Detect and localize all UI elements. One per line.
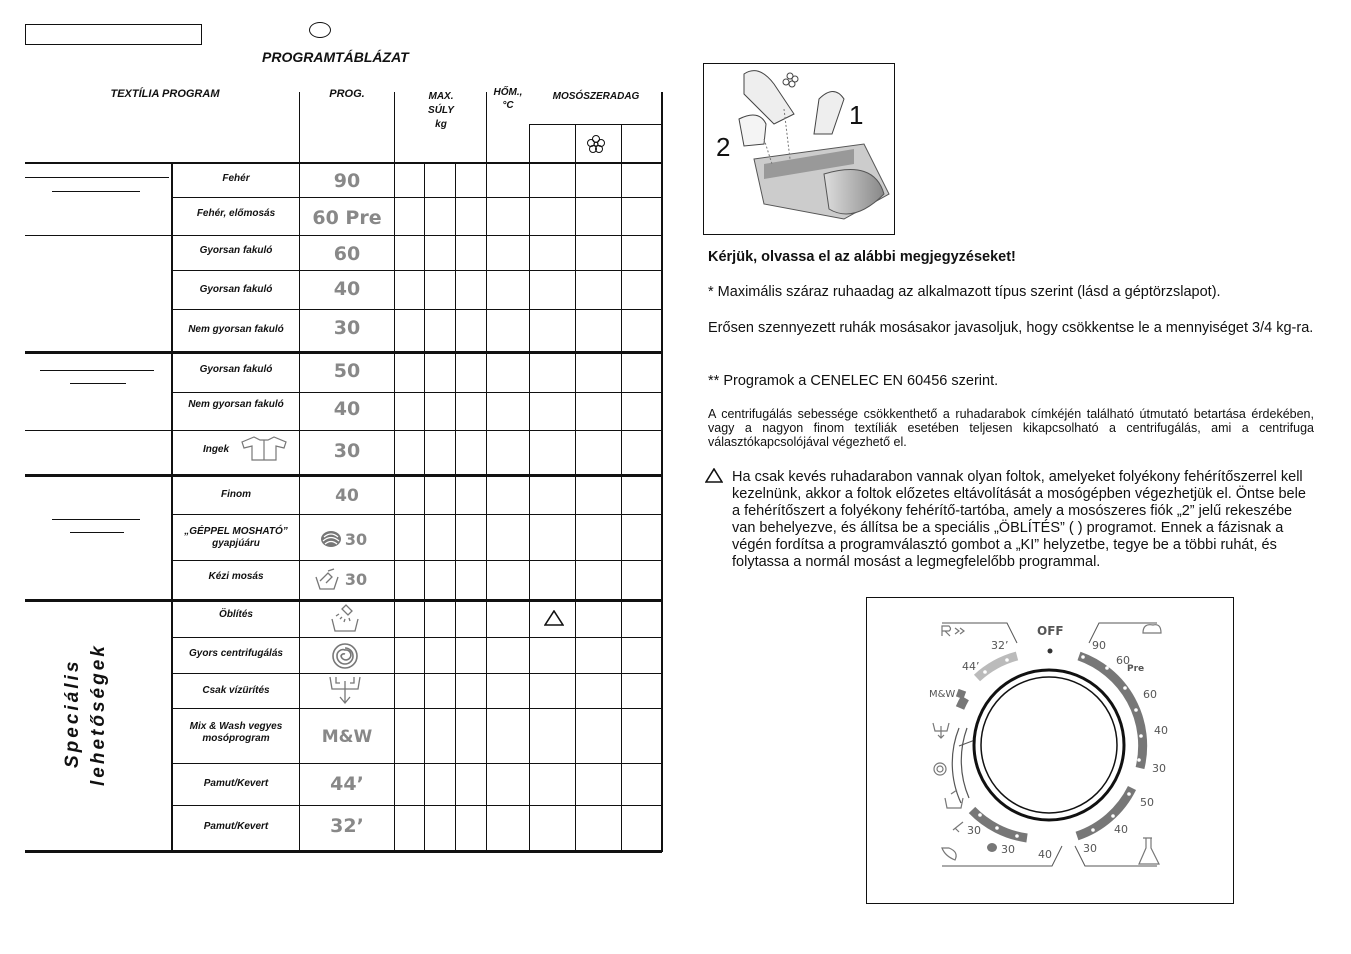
program-code: 50 <box>333 360 361 382</box>
category-blank-line <box>70 383 126 384</box>
dial-label-30c: 30 <box>1001 843 1015 856</box>
max-line-1: MAX. <box>428 91 454 102</box>
figure-label-2: 2 <box>716 132 731 162</box>
program-name: Gyorsan fakuló <box>199 245 273 256</box>
special-options-label-2: lehetőségek <box>88 643 109 786</box>
grid-line <box>172 637 662 638</box>
program-code: 32’ <box>330 815 364 837</box>
grid-line <box>486 92 487 852</box>
rinse-icon <box>330 603 360 638</box>
program-name: Csak vízürítés <box>202 685 270 696</box>
program-name: Gyors centrifugálás <box>189 648 283 659</box>
wool-icon <box>320 529 342 554</box>
dial-label-90: 90 <box>1092 639 1106 652</box>
dial-label-mw: M&W <box>929 689 956 700</box>
col-header-temp <box>487 86 529 112</box>
dial-label-50: 50 <box>1140 796 1154 809</box>
col-header-detergent: MOSÓSZERADAG <box>552 91 640 102</box>
program-code: 40 <box>335 486 359 506</box>
program-name: Kézi mosás <box>208 571 264 582</box>
warning-triangle-icon <box>705 468 723 488</box>
grid-line <box>455 162 456 852</box>
program-dial-panel <box>866 597 1234 904</box>
program-code: M&W <box>321 727 373 747</box>
dial-wool-icon <box>987 843 997 852</box>
program-name: „GÉPPEL MOSHATÓ” gyapjúáru <box>184 526 288 549</box>
grid-line <box>529 124 662 125</box>
program-code: 44’ <box>330 773 364 795</box>
category-blank-line <box>70 532 124 533</box>
grid-line <box>394 92 395 852</box>
dial-label-60: 60 <box>1143 688 1157 701</box>
detergent-drawer-figure <box>703 63 895 235</box>
grid-line <box>25 430 172 431</box>
col-header-prog: PROG. <box>329 88 365 100</box>
max-line-2: SÚLY <box>428 105 454 116</box>
header-blank-oval <box>309 22 331 38</box>
grid-line <box>172 392 662 393</box>
grid-line <box>172 235 662 236</box>
dial-label-60pre: 60 <box>1116 654 1130 667</box>
program-code: 30 <box>344 570 368 589</box>
shirt-icon <box>240 434 288 467</box>
dial-label-40c: 40 <box>1038 848 1052 861</box>
dial-label-44: 44’ <box>962 660 980 673</box>
grid-line <box>25 235 172 236</box>
notes-heading: Kérjük, olvassa el az alábbi megjegyzéseket! <box>708 249 1016 265</box>
spin-icon <box>331 642 359 675</box>
category-blank-line <box>40 370 154 371</box>
dial-label-30a: 30 <box>1152 762 1166 775</box>
program-name: Pamut/Kevert <box>203 821 269 832</box>
program-name: Pamut/Kevert <box>203 778 269 789</box>
grid-line <box>25 850 662 853</box>
note-bleach: Ha csak kevés ruhadarabon vannak olyan foltok, amelyeket folyékony fehérítőszerrel kell kezelnünk, akkor a foltok előzetes eltávolítását a mosógépben végezhetjük el. Öntse bele a fehérítőszert a folyékony fehérítő-tartóba, amely a mosószeres fiók „2” jelű rekeszébe van behelyezve, és állítsa be a speciális „ÖBLÍTÉS” ( ) programot. Ennek a fázisnak a végén fordítsa a programválasztó gombot a „KI” helyzetbe, tegye be a többi ruhát, és folytassa a normál mosást a legmegfelelőbb programmal. <box>732 469 1306 570</box>
grid-line <box>172 309 662 310</box>
grid-line <box>621 124 622 852</box>
category-blank-line <box>52 519 140 520</box>
temp-line-1: HŐM., <box>493 87 523 98</box>
grid-line <box>172 560 662 561</box>
special-options-label-1: Speciális <box>62 658 83 768</box>
program-name: Nem gyorsan fakuló <box>188 324 284 335</box>
grid-line <box>424 162 425 852</box>
figure-label-1: 1 <box>849 100 864 130</box>
bleach-triangle-icon <box>544 610 564 631</box>
program-name: Gyorsan fakuló <box>199 284 273 295</box>
program-code: 60 Pre <box>312 207 382 229</box>
program-name: Finom <box>221 489 251 500</box>
grid-line <box>172 708 662 709</box>
drain-icon <box>328 675 362 710</box>
temp-line-2: °C <box>502 100 514 111</box>
grid-line <box>172 430 662 431</box>
grid-line <box>661 92 663 852</box>
grid-line <box>25 351 662 354</box>
program-code: 30 <box>344 530 368 549</box>
category-blank-line <box>52 191 140 192</box>
hand-wash-icon <box>314 567 340 596</box>
grid-line <box>529 124 530 852</box>
grid-line <box>25 474 662 477</box>
dial-label-32: 32’ <box>991 639 1009 652</box>
grid-line <box>25 162 662 164</box>
program-code: 30 <box>333 317 361 339</box>
program-code: 40 <box>333 398 361 420</box>
program-name: Öblítés <box>219 609 253 620</box>
grid-line <box>172 763 662 764</box>
note-spin: A centrifugálás sebessége csökkenthető a ruhadarabok címkéjén található útmutató betartása érdekében, vagy a nagyon finom textíliák esetében teljesen kikapcsolható a centrifugálás, ami a centrifuga választókapcsolójával végezhető el. <box>708 407 1314 449</box>
grid-line <box>575 124 576 852</box>
program-name: Ingek <box>202 444 230 455</box>
dial-label-30b: 30 <box>1083 842 1097 855</box>
grid-line <box>171 162 173 852</box>
col-header-max <box>396 90 486 132</box>
grid-line <box>172 270 662 271</box>
dial-label-40b: 40 <box>1114 823 1128 836</box>
dial-label-40a: 40 <box>1154 724 1168 737</box>
note-cenelec: ** Programok a CENELEC EN 60456 szerint. <box>708 373 999 389</box>
dial-label-30d: 30 <box>967 824 981 837</box>
program-code: 30 <box>333 440 361 462</box>
note-heavy-soil: Erősen szennyezett ruhák mosásakor javasoljuk, hogy csökkentse le a mennyiséget 3/4 kg-ra. <box>708 320 1314 336</box>
grid-line <box>172 805 662 806</box>
note-max-load: * Maximális száraz ruhaadag az alkalmazott típus szerint (lásd a géptörzslapot). <box>708 284 1221 300</box>
grid-line <box>25 599 662 602</box>
flower-icon <box>585 133 607 160</box>
page-title: PROGRAMTÁBLÁZAT <box>262 49 409 65</box>
max-line-3: kg <box>435 119 447 130</box>
grid-line <box>172 673 662 674</box>
category-blank-line <box>25 177 169 178</box>
grid-line <box>172 514 662 515</box>
program-code: 90 <box>333 170 361 192</box>
dial-label-pre: Pre <box>1127 664 1145 674</box>
program-name: Mix & Wash vegyes mosóprogram <box>189 721 283 744</box>
program-code: 60 <box>333 243 361 265</box>
program-name: Gyorsan fakuló <box>199 364 273 375</box>
dial-off-label: OFF <box>1037 624 1064 638</box>
program-name: Nem gyorsan fakuló <box>188 399 284 410</box>
grid-line <box>172 197 662 198</box>
col-header-textile: TEXTÍLIA PROGRAM <box>110 88 220 100</box>
header-blank-box <box>25 24 202 45</box>
program-name: Fehér <box>222 173 250 184</box>
program-code: 40 <box>333 278 361 300</box>
program-name: Fehér, előmosás <box>196 208 276 219</box>
